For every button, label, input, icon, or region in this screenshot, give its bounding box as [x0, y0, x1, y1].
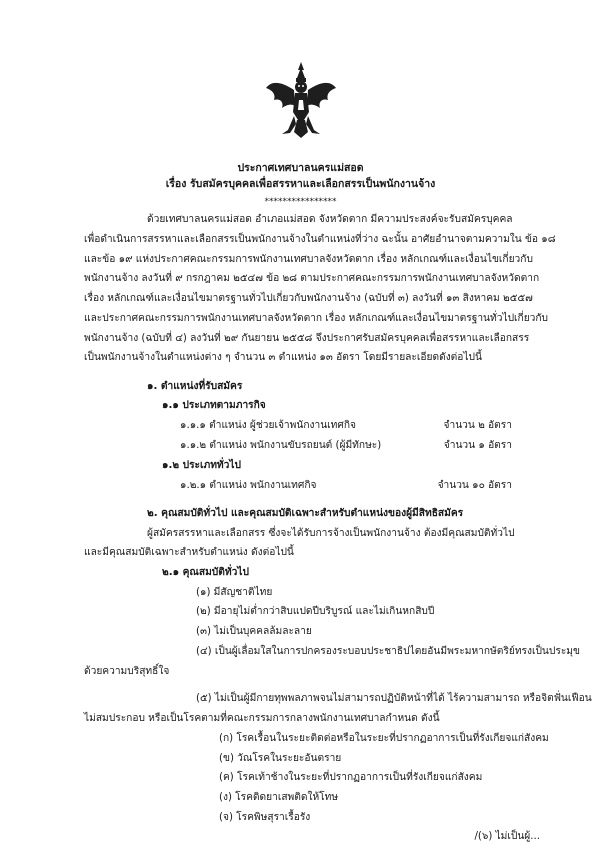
qualification-item: (๕) ไม่เป็นผู้มีกายทุพพลภาพจนไม่สามารถปฏิบัติหน้าที่ได้ ไร้ความสามารถ หรือจิตฟั่นเฟือน — [196, 693, 592, 704]
section2-heading: ๒. คุณสมบัติทั่วไป และคุณสมบัติเฉพาะสำหรับตำแหน่งของผู้มีสิทธิสมัคร — [147, 508, 464, 519]
qualification-item-continuation: ด้วยความบริสุทธิ์ใจ — [84, 666, 170, 677]
qualification-item: (๑) มีสัญชาติไทย — [196, 587, 273, 598]
intro-paragraph-line: และข้อ ๑๙ แห่งประกาศคณะกรรมการพนักงานเทศบาลจังหวัดตาก เรื่อง หลักเกณฑ์และเงื่อนไขเกี่ยวกับ — [84, 254, 533, 265]
intro-paragraph-line: เรื่อง หลักเกณฑ์และเงื่อนไขมาตรฐานทั่วไปเกี่ยวกับพนักงานจ้าง (ฉบับที่ ๓) ลงวันที่ ๑๓ สิงหาคม ๒๕๕๗ — [84, 293, 533, 304]
document-subject: เรื่อง รับสมัครบุคคลเพื่อสรรหาและเลือกสรรเป็นพนักงานจ้าง — [165, 178, 436, 190]
section1-heading: ๑. ตำแหน่งที่รับสมัคร — [147, 381, 243, 392]
disease-item: (จ) โรคพิษสุราเรื้อรัง — [219, 812, 311, 823]
intro-paragraph-line: และประกาศคณะกรรมการพนักงานเทศบาลจังหวัดตาก เรื่อง หลักเกณฑ์และเงื่อนไขมาตรฐานทั่วไปเกี่ยวกับ — [84, 313, 549, 324]
disease-item: (ข) วัณโรคในระยะอันตราย — [219, 753, 342, 764]
disease-item: (ค) โรคเท้าช้างในระยะที่ปรากฏอาการเป็นที่รังเกียจแก่สังคม — [219, 772, 483, 783]
section1-sub1-heading: ๑.๑ ประเภทตามภารกิจ — [162, 400, 266, 411]
intro-paragraph-line: พนักงานจ้าง (ฉบับที่ ๔) ลงวันที่ ๒๙ กันยายน ๒๕๕๘ จึงประกาศรับสมัครบุคคลเพื่อสรรหาและเลือกสรร — [84, 333, 530, 344]
intro-paragraph-line: พนักงานจ้าง ลงวันที่ ๙ กรกฎาคม ๒๕๔๗ ข้อ ๒๘ ตามประกาศคณะกรรมการพนักงานเทศบาลจังหวัดตาก — [84, 273, 540, 284]
intro-paragraph-line: เป็นพนักงานจ้างในตำแหน่งต่าง ๆ จำนวน ๓ ตำแหน่ง ๑๓ อัตรา โดยมีรายละเอียดดังต่อไปนี้ — [84, 352, 482, 363]
position-count: จำนวน ๒ อัตรา — [443, 420, 512, 431]
disease-item: (ก) โรคเรื้อนในระยะติดต่อหรือในระยะที่ปรากฏอาการเป็นที่รังเกียจแก่สังคม — [219, 733, 549, 744]
position-label: ๑.๑.๒ ตำแหน่ง พนักงานขับรถยนต์ (ผู้มีทักษะ) — [180, 440, 382, 451]
page-continuation: /(๖) ไม่เป็นผู้... — [474, 831, 540, 842]
qualification-item: (๒) มีอายุไม่ต่ำกว่าสิบแปดปีบริบูรณ์ และไม่เกินหกสิบปี — [196, 606, 435, 617]
position-label: ๑.๑.๑ ตำแหน่ง ผู้ช่วยเจ้าพนักงานเทศกิจ — [180, 420, 356, 431]
section2-sub1-heading: ๒.๑ คุณสมบัติทั่วไป — [162, 567, 249, 578]
qualification-item-continuation: ไม่สมประกอบ หรือเป็นโรคตามที่คณะกรรมการกลางพนักงานเทศบาลกำหนด ดังนี้ — [84, 713, 440, 724]
disease-item: (ง) โรคติดยาเสพติดให้โทษ — [219, 792, 339, 803]
position-count: จำนวน ๑๐ อัตรา — [437, 480, 512, 491]
position-label: ๑.๒.๑ ตำแหน่ง พนักงานเทศกิจ — [180, 480, 317, 491]
document-title: ประกาศเทศบาลนครแม่สอด — [237, 162, 364, 174]
section1-sub2-heading: ๑.๒ ประเภททั่วไป — [162, 460, 241, 471]
section2-intro-line: ผู้สมัครสรรหาและเลือกสรร ซึ่งจะได้รับการจ้างเป็นพนักงานจ้าง ต้องมีคุณสมบัติทั่วไป — [147, 528, 515, 539]
qualification-item: (๓) ไม่เป็นบุคคลล้มละลาย — [196, 626, 312, 637]
star-divider: **************** — [264, 197, 337, 207]
intro-paragraph-line: ด้วยเทศบาลนครแม่สอด อำเภอแม่สอด จังหวัดตาก มีความประสงค์จะรับสมัครบุคคล — [147, 214, 513, 225]
position-count: จำนวน ๑ อัตรา — [443, 440, 512, 451]
section2-intro-line: และมีคุณสมบัติเฉพาะสำหรับตำแหน่ง ดังต่อไปนี้ — [84, 547, 294, 558]
garuda-emblem-icon — [264, 60, 338, 140]
intro-paragraph-line: เพื่อดำเนินการสรรหาและเลือกสรรเป็นพนักงานจ้างในตำแหน่งที่ว่าง ฉะนั้น อาศัยอำนาจตามความใน ข้อ ๑๘ — [84, 234, 556, 245]
qualification-item: (๔) เป็นผู้เลื่อมใสในการปกครองระบอบประชาธิปไตยอันมีพระมหากษัตริย์ทรงเป็นประมุข — [196, 646, 580, 657]
